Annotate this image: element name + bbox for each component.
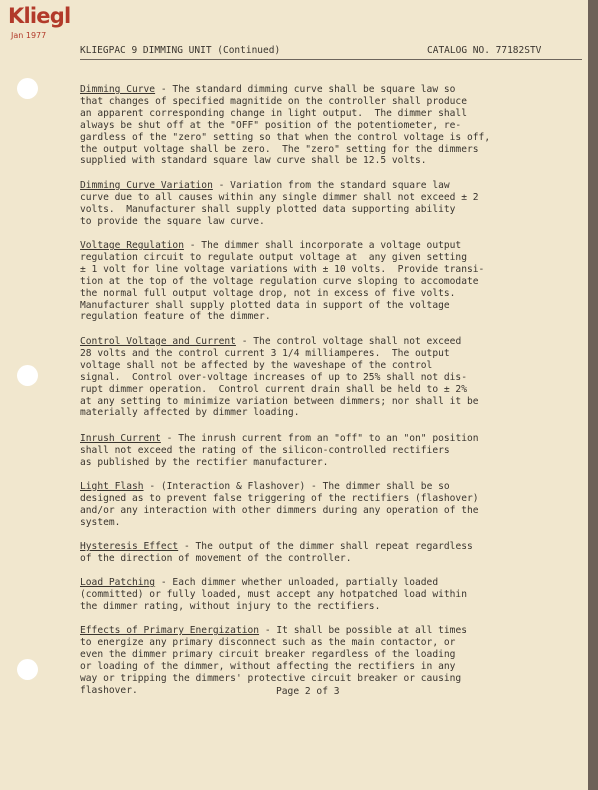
section-line: of the direction of movement of the controller. [80, 552, 352, 564]
header-catalog-number: CATALOG NO. 77182STV [427, 45, 542, 56]
section-line: to energize any primary disconnect such as the main contactor, or [80, 636, 456, 648]
section-line: even the dimmer primary circuit breaker regardless of the loading [80, 648, 456, 660]
section-line: and/or any interaction with other dimmers during any operation of the [80, 504, 479, 516]
section-line: - The output of the dimmer shall repeat regardless [178, 541, 473, 552]
section-line: - The dimmer shall incorporate a voltage output [183, 240, 462, 251]
kliegl-logo [8, 4, 88, 44]
section-voltage-regulation [80, 240, 585, 323]
section-line: gardless of the "zero" setting so that when the control voltage is off, [80, 131, 491, 143]
section-line: 28 volts and the control current 3 1/4 milliamperes. The output [80, 347, 450, 359]
page-edge-shadow [588, 0, 598, 790]
section-line: - Variation from the standard square law [212, 180, 450, 191]
section-line: - Each dimmer whether unloaded, partially loaded [155, 577, 439, 588]
section-line: - It shall be possible at all times [259, 625, 467, 636]
section-dimming-curve [80, 84, 585, 167]
section-title: Inrush Current [80, 433, 161, 444]
logo-wordmark: Kliegl [8, 4, 71, 28]
header-title: KLIEGPAC 9 DIMMING UNIT (Continued) [80, 45, 281, 56]
section-line: volts. Manufacturer shall supply plotted data supporting ability [80, 203, 456, 215]
binder-hole-bottom [17, 659, 38, 680]
section-line: supplied with standard square law curve shall be 12.5 volts. [80, 155, 427, 167]
section-line: way or tripping the dimmers' protective circuit breaker or causing [80, 672, 462, 684]
section-line: at any setting to minimize variation between dimmers; nor shall it be [80, 395, 479, 407]
section-line: system. [80, 516, 121, 528]
section-load-patching [80, 577, 585, 613]
section-line: an apparent corresponding change in light output. The dimmer shall [80, 107, 467, 119]
section-line: the dimmer rating, without injury to the rectifiers. [80, 600, 381, 612]
section-line: as published by the rectifier manufacturer. [80, 456, 329, 468]
section-line: ± 1 volt for line voltage variations with ± 10 volts. Provide transi- [80, 263, 485, 275]
section-line: curve due to all causes within any single dimmer shall not exceed ± 2 [80, 191, 479, 203]
section-hysteresis-effect [80, 541, 585, 565]
section-line: the normal full output voltage drop, not in excess of five volts. [80, 287, 456, 299]
section-light-flash [80, 481, 585, 529]
section-line: regulation feature of the dimmer. [80, 311, 271, 323]
section-dimming-curve-variation [80, 180, 585, 228]
section-line: voltage shall not be affected by the waveshape of the control [80, 359, 433, 371]
section-line: - (Interaction & Flashover) - The dimmer shall be so [143, 481, 450, 492]
section-line: tion at the top of the voltage regulation curve sloping to accomodate [80, 275, 479, 287]
section-line: to provide the square law curve. [80, 215, 265, 227]
section-title: Light Flash [80, 481, 144, 492]
header-rule [80, 59, 582, 60]
section-line: or loading of the dimmer, without affecting the rectifiers in any [80, 660, 456, 672]
section-line: shall not exceed the rating of the silicon-controlled rectifiers [80, 444, 450, 456]
section-title: Dimming Curve [80, 84, 156, 95]
section-line: always be shut off at the "OFF" position of the potentiometer, re- [80, 119, 462, 131]
section-line: that changes of specified magnitide on the controller shall produce [80, 95, 467, 107]
binder-hole-middle [17, 365, 38, 386]
section-title: Load Patching [80, 577, 156, 588]
section-line: Manufacturer shall supply plotted data in support of the voltage [80, 299, 450, 311]
binder-hole-top [17, 78, 38, 99]
section-line: signal. Control over-voltage increases of up to 25% shall not dis- [80, 371, 467, 383]
section-title: Effects of Primary Energization [80, 625, 260, 636]
section-line: designed as to prevent false triggering of the rectifiers (flashover) [80, 492, 479, 504]
section-line: - The control voltage shall not exceed [235, 336, 462, 347]
section-line: the output voltage shall be zero. The "zero" setting for the dimmers [80, 143, 479, 155]
section-title: Dimming Curve Variation [80, 180, 213, 191]
section-title: Hysteresis Effect [80, 541, 179, 552]
section-line: - The standard dimming curve shall be square law so [155, 84, 456, 95]
section-inrush-current [80, 433, 585, 469]
section-line: regulation circuit to regulate output voltage at any given setting [80, 251, 467, 263]
section-line: rupt dimmer operation. Control current drain shall be held to ± 2% [80, 383, 467, 395]
section-title: Control Voltage and Current [80, 336, 236, 347]
page-number: Page 2 of 3 [276, 686, 340, 697]
section-line: flashover. [80, 684, 138, 696]
logo-date: Jan 1977 [11, 31, 47, 40]
section-line: - The inrush current from an "off" to an "on" position [160, 433, 479, 444]
section-line: materially affected by dimmer loading. [80, 407, 300, 419]
section-line: (committed) or fully loaded, must accept any hotpatched load within [80, 588, 467, 600]
section-title: Voltage Regulation [80, 240, 184, 251]
section-control-voltage-and-current [80, 336, 585, 419]
